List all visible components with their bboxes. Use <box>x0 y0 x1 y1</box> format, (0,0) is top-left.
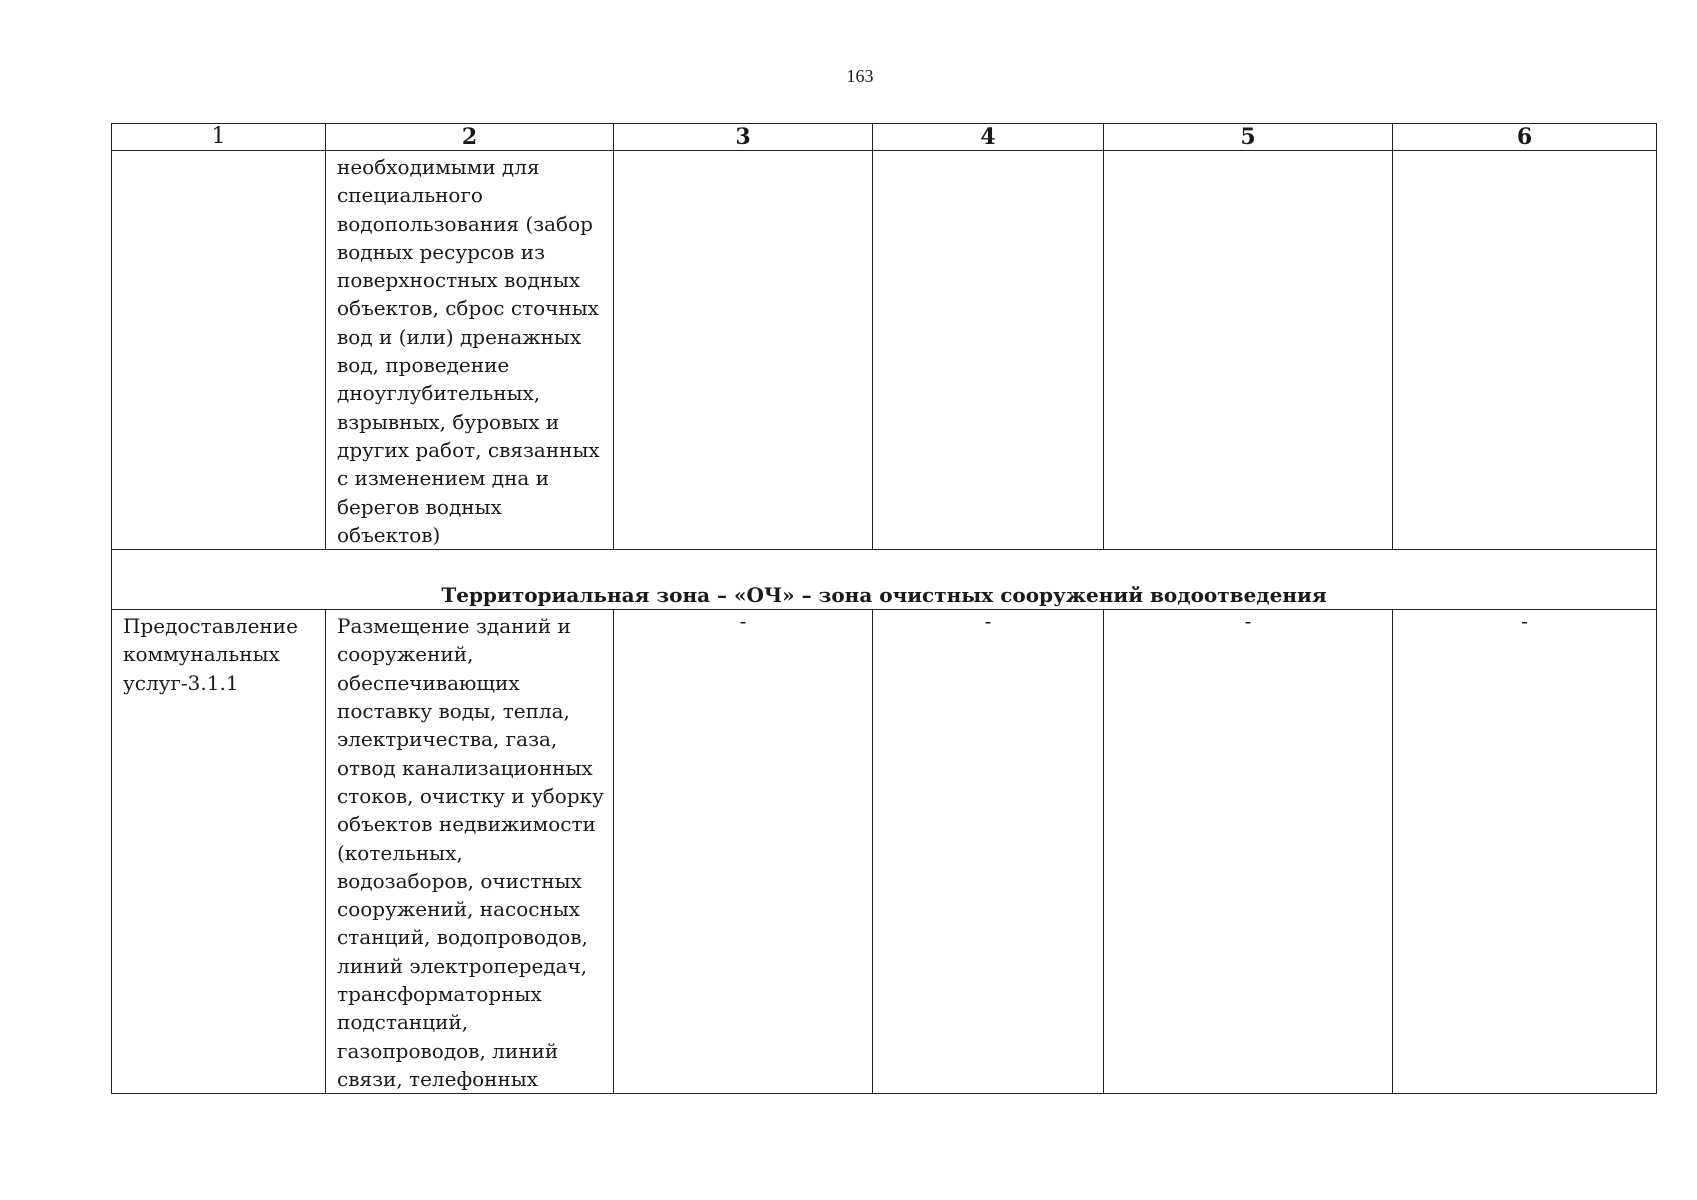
column-header-3: 3 <box>614 124 873 151</box>
page-number: 163 <box>846 66 874 86</box>
column-header-4: 4 <box>873 124 1104 151</box>
zone-heading: Территориальная зона – «ОЧ» – зона очистных сооружений водоотведения <box>112 550 1657 610</box>
cell-col5 <box>1104 610 1393 1094</box>
cell-use-type <box>112 610 326 1094</box>
use-description-text: Размещение зданий и сооружений, обеспечивающих поставку воды, тепла, электричества, газа, отвод канализационных стоков, очистку и уборку объектов недвижимости (котельных, водозаборов, очистных сооружений, насосных станций, водопроводов, линий электропередач, трансформаторных подстанций, газопроводов, линий связи, телефонных <box>337 614 604 1091</box>
column-header-1: 1 <box>112 124 326 151</box>
land-use-table <box>111 123 1657 1094</box>
cell-col4 <box>873 151 1104 550</box>
use-type-text: Предоставление коммунальных услуг-3.1.1 <box>123 614 298 695</box>
table-row <box>112 151 1657 550</box>
cell-col5 <box>1104 151 1393 550</box>
use-description-text: необходимыми для специального водопользования (забор водных ресурсов из поверхностных водных объектов, сброс сточных вод и (или) дренажных вод, проведение дноуглубительных, взрывных, буровых и других работ, связанных с изменением дна и берегов водных объектов) <box>337 155 600 547</box>
table-row <box>112 610 1657 1094</box>
dash-value: - <box>739 609 747 634</box>
dash-value: - <box>1244 609 1252 634</box>
cell-use-type <box>112 151 326 550</box>
cell-col6 <box>1393 151 1657 550</box>
column-header-5: 5 <box>1104 124 1393 151</box>
column-header-2: 2 <box>326 124 614 151</box>
cell-col4 <box>873 610 1104 1094</box>
dash-value: - <box>1521 609 1528 634</box>
zone-heading-row <box>112 550 1657 610</box>
dash-value: - <box>984 609 992 634</box>
cell-col3 <box>614 610 873 1094</box>
cell-use-description <box>326 610 614 1094</box>
table-header-row <box>112 124 1657 151</box>
cell-col6 <box>1393 610 1657 1094</box>
cell-use-description <box>326 151 614 550</box>
column-header-6: 6 <box>1393 124 1657 151</box>
cell-col3 <box>614 151 873 550</box>
